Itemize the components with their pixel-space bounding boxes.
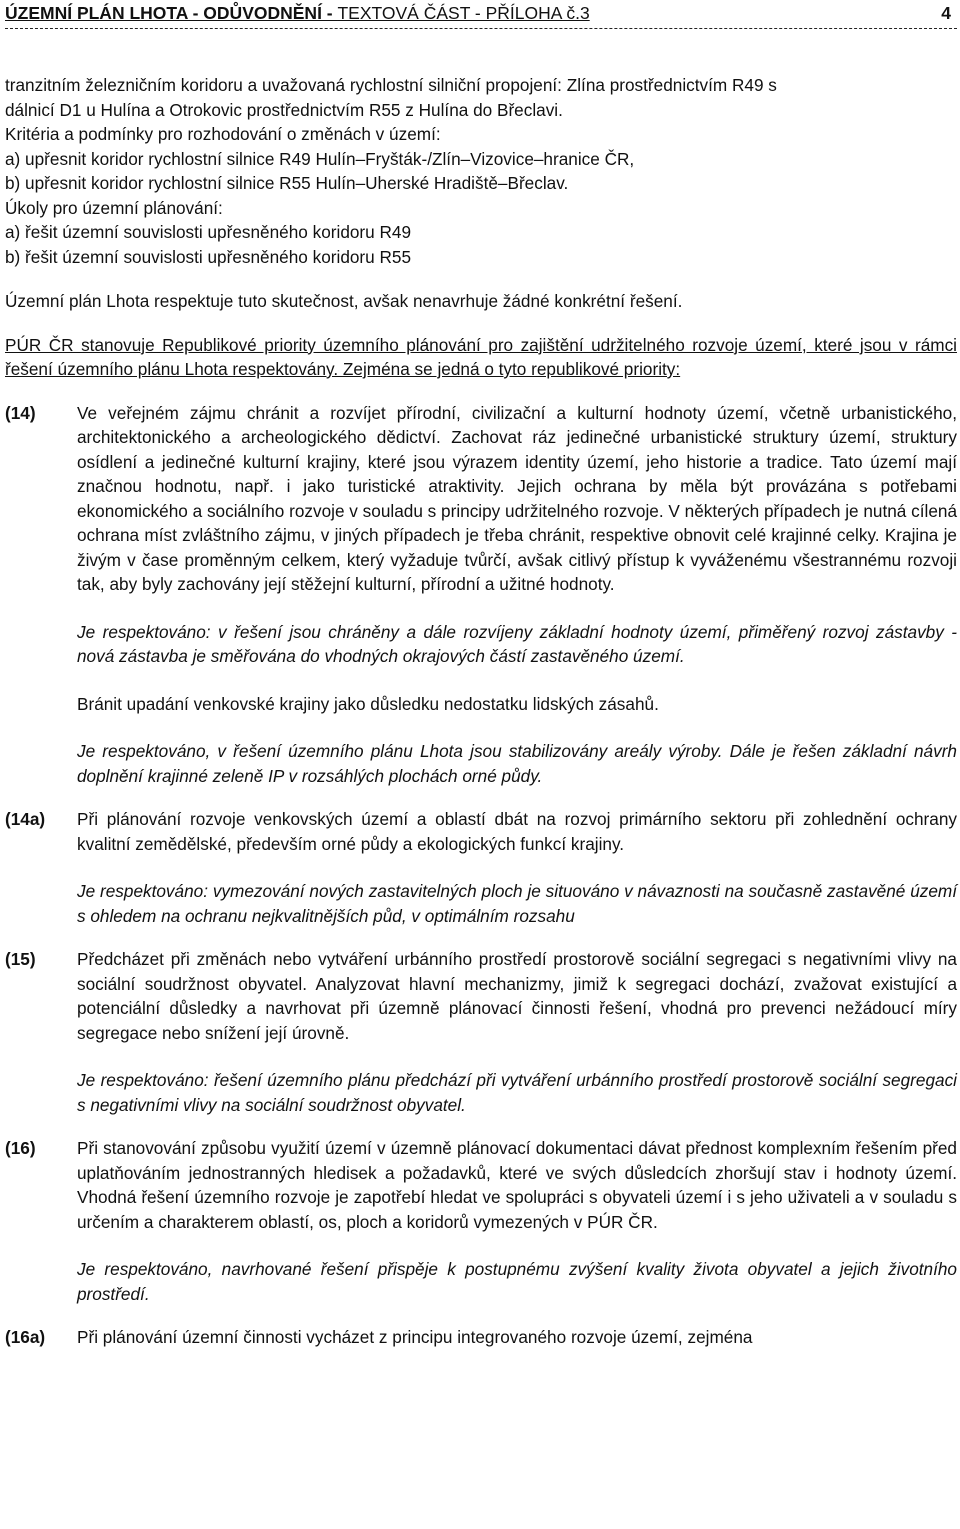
priority-number: (14) — [5, 402, 36, 423]
criteria-heading: Kritéria a podmínky pro rozhodování o změnách v území: — [5, 124, 441, 144]
intro-line: dálnicí D1 u Hulína a Otrokovic prostřednictvím R55 z Hulína do Břeclavi. — [5, 99, 563, 120]
priority-number: (16) — [5, 1138, 36, 1158]
header-title-bold: ÚZEMNÍ PLÁN LHOTA - ODŮVODNĚNÍ - — [5, 3, 338, 23]
priority-text: Ve veřejném zájmu chránit a rozvíjet přírodní, civilizační a kulturní hodnoty území, včetně urbanistického, architektonického a archeologického dědictví. Zachovat ráz jedinečné urbanistické struktury území, struktury osídlení a jedinečné kulturní krajiny, které jsou výrazem identity území, jeho historie a tradice. Tato území mají značnou hodnotu, např. i jako turistické atraktivity. Jejich ochrana by měla být provázána s potřebami ekonomického a sociálního rozvoje v souladu s principy udržitelného rozvoje. V některých případech je nutná cílená ochrana míst zvláštního zájmu, v jiných případech je třeba chránit, respektive obnovit celé krajinné celky. Krajina je živým v čase proměnným celkem, který vyžaduje tvůrčí, avšak citlivý přístup k vyváženému všestrannému rozvoji tak, aby byly zachovány její stěžejní kulturní, přírodní a užitné hodnoty. — [77, 402, 957, 594]
tasks-heading: Úkoly pro územní plánování: — [5, 197, 223, 218]
priority-item-14a — [5, 807, 957, 928]
header-title — [5, 1, 590, 26]
priority-response: Je respektováno, navrhované řešení přispěje k postupnému zvýšení kvality života obyvatel a jejich životního prostředí. — [77, 1259, 957, 1304]
priority-response: Je respektováno: v řešení jsou chráněny a dále rozvíjeny základní hodnoty území, přiměřený rozvoj zástavby - nová zástavba je směřována do vhodných okrajových částí zastavěného území. — [77, 621, 957, 666]
priority-item-14 — [5, 401, 957, 789]
priority-text: Při stanovování způsobu využití území v územně plánovací dokumentaci dávat přednost komplexním řešením před uplatňováním jednostranných hledisek a požadavků, které ve svých důsledcích zhoršují stav i hodnoty území. Vhodná řešení územního rozvoje je zapotřebí hledat ve spolupráci s obyvateli území i s jeho uživateli a v souladu s určením a charakterem oblastí, os, ploch a koridorů vymezených v PÚR ČR. — [77, 1138, 957, 1232]
header-title-light: TEXTOVÁ ČÁST - PŘÍLOHA č.3 — [337, 3, 590, 23]
intro-block — [5, 73, 957, 269]
priority-response: Je respektováno, v řešení územního plánu Lhota jsou stabilizovány areály výroby. Dále je řešen základní návrh doplnění krajinné zeleně IP v rozsáhlých plochách orné půdy. — [77, 741, 957, 786]
intro-line: tranzitním železničním koridoru a uvažovaná rychlostní silniční propojení: Zlína prostřednictvím R49 s — [5, 75, 777, 95]
priority-number: (15) — [5, 949, 36, 969]
priority-body — [77, 1136, 957, 1306]
priority-note: Bránit upadání venkovské krajiny jako důsledku nedostatku lidských zásahů. — [77, 693, 659, 714]
pur-intro: PÚR ČR stanovuje Republikové priority územního plánování pro zajištění udržitelného rozvoje území, které jsou v rámci řešení územního plánu Lhota respektovány. Zejména se jedná o tyto republikové priority: — [5, 334, 957, 379]
priority-body — [77, 1325, 957, 1350]
criteria-item-a: a) upřesnit koridor rychlostní silnice R49 Hulín–Fryšták-/Zlín–Vizovice–hranice ČR, — [5, 148, 635, 169]
plan-statement: Územní plán Lhota respektuje tuto skutečnost, avšak nenavrhuje žádné konkrétní řešení. — [5, 291, 683, 311]
priority-body — [77, 401, 957, 789]
tasks-item-a: a) řešit územní souvislosti upřesněného koridoru R49 — [5, 222, 412, 242]
priority-item-15 — [5, 947, 957, 1117]
priority-body — [77, 947, 957, 1117]
priority-item-16 — [5, 1136, 957, 1306]
priority-text: Při plánování územní činnosti vycházet z principu integrovaného rozvoje území, zejména — [77, 1327, 753, 1347]
page-header — [5, 0, 957, 29]
priority-number: (16a) — [5, 1327, 46, 1347]
document-page — [5, 0, 957, 1350]
page-number: 4 — [941, 3, 951, 23]
tasks-item-b: b) řešit územní souvislosti upřesněného koridoru R55 — [5, 246, 412, 267]
priority-response: Je respektováno: vymezování nových zastavitelných ploch je situováno v návaznosti na současně zastavěné území s ohledem na ochranu nejkvalitnějších půd, v optimálním rozsahu — [77, 881, 957, 926]
priority-response: Je respektováno: řešení územního plánu předchází při vytváření urbánního prostředí prostorově sociální segregaci s negativními vlivy na sociální soudržnost obyvatel. — [77, 1070, 957, 1115]
priority-body — [77, 807, 957, 928]
criteria-item-b: b) upřesnit koridor rychlostní silnice R55 Hulín–Uherské Hradiště–Břeclav. — [5, 173, 569, 193]
priority-text: Předcházet při změnách nebo vytváření urbánního prostředí prostorově sociální segregaci s negativními vlivy na sociální soudržnost obyvatel. Analyzovat hlavní mechanizmy, jimiž k segregaci dochází, zvažovat existující a potenciální důsledky a navrhovat při územně plánovací činnosti řešení, vhodná pro prevenci nežádoucí míry segregace nebo snížení její úrovně. — [77, 949, 957, 1043]
priority-item-16a — [5, 1325, 957, 1350]
priority-text: Při plánování rozvoje venkovských území a oblastí dbát na rozvoj primárního sektoru při zohlednění ochrany kvalitní zemědělské, především orné půdy a ekologických funkcí krajiny. — [77, 809, 957, 854]
priority-number: (14a) — [5, 809, 46, 829]
